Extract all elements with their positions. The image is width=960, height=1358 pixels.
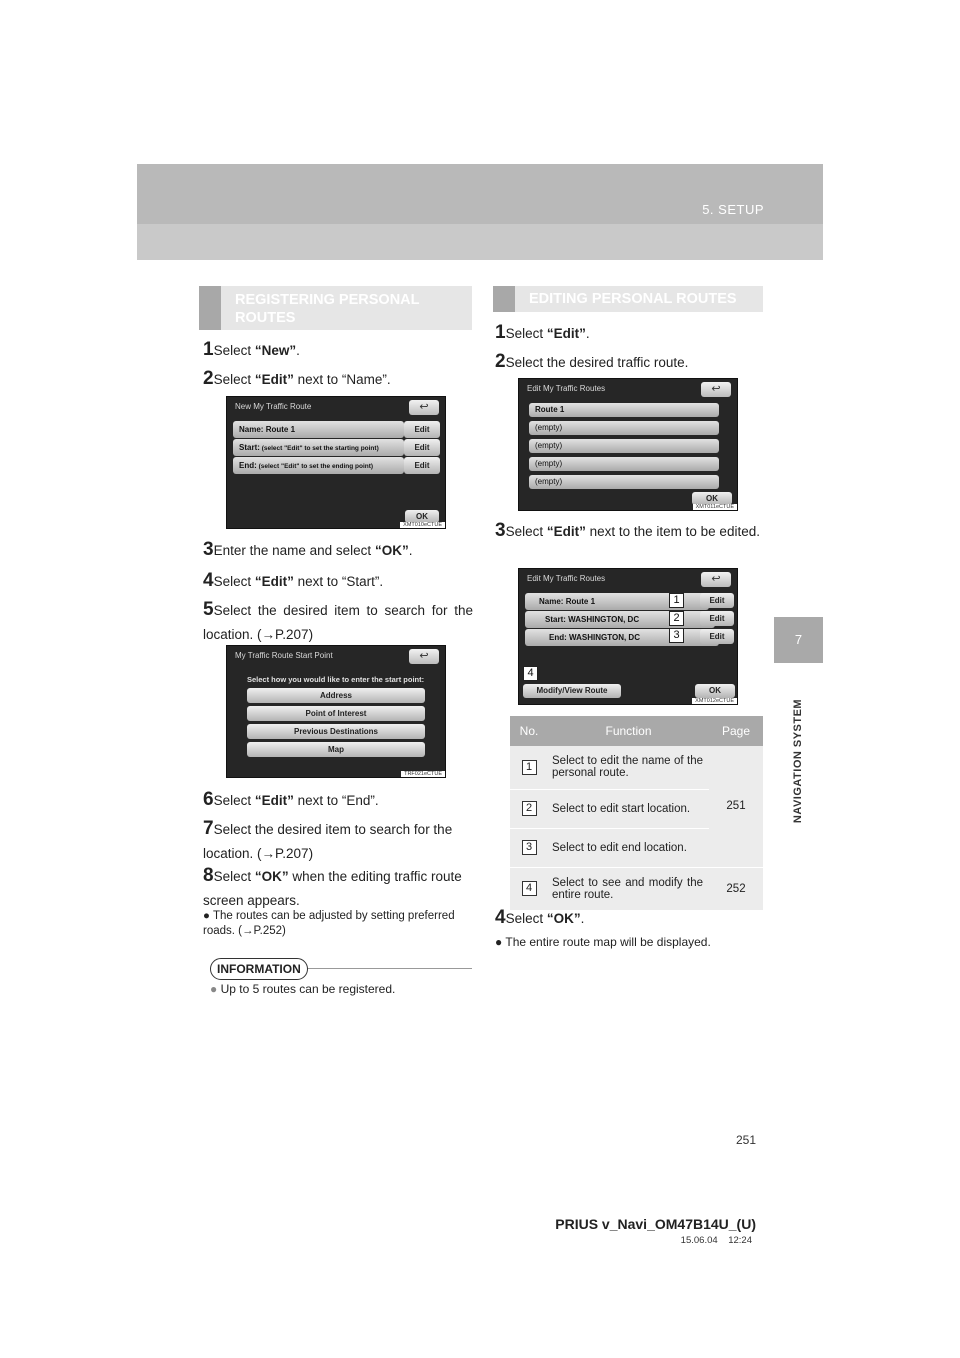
step-text-end: next to the item to be edited. [585,524,760,539]
step-text-end: . [580,911,585,926]
document-id: PRIUS v_Navi_OM47B14U_(U) [555,1216,756,1232]
screen-title: Edit My Traffic Routes [527,574,606,583]
screen-title: Edit My Traffic Routes [527,384,606,393]
section-title: 5. SETUP [702,202,764,217]
step-keyword: “Edit” [254,793,294,808]
page-number: 251 [735,1133,756,1147]
address-option: Address [247,688,425,703]
left-bullet [203,909,473,939]
step-number: 8 [203,865,214,886]
step-right-2 [495,350,765,375]
row-label: Start: [239,443,260,452]
step-number: 4 [495,907,506,928]
edit-name-button: Edit [404,421,440,438]
step-text: Select [505,911,547,926]
step-text-end: . [585,326,590,341]
image-code: XMT011eCTUE [693,504,737,510]
row-label: Start: [545,615,566,624]
callout-4: 4 [523,666,538,681]
ok-button: OK [405,510,439,523]
step-text-end: next to “Start”. [293,574,384,589]
back-arrow-icon: ↩ [409,400,439,415]
bullet-icon: ● [210,982,218,996]
start-row [233,439,404,456]
modify-view-route-button: Modify/View Route [523,684,621,698]
bullet-text: The routes can be adjusted by setting preferred roads. (→P.252) [203,910,455,937]
row-number [510,746,548,789]
edit-start-button: Edit [404,439,440,456]
step-keyword: “New” [254,343,297,358]
step-left-6 [203,788,473,813]
step-text: Select [213,793,255,808]
step-text: Select [213,574,255,589]
header-band [137,224,823,260]
row-value: Route 1 [265,425,296,434]
step-number: 2 [495,351,506,372]
row-label: End: [549,633,567,642]
row-label: Name: [539,597,564,606]
step-number: 7 [203,818,214,839]
step-left-4 [203,569,473,594]
row-function: Select to edit the name of the personal route. [548,746,709,789]
step-number: 4 [203,570,214,591]
step-text-end: . [296,343,300,358]
print-time: 12:24 [728,1235,752,1246]
name-row [233,421,404,438]
step-number: 6 [203,789,214,810]
end-row [525,629,719,646]
function-table [510,716,763,911]
step-text: Select [505,326,547,341]
step-keyword: “Edit” [254,574,294,589]
map-option: Map [247,742,425,757]
step-text: Select the desired item to search for the location. (→P.207) [203,603,473,642]
information-label: INFORMATION [210,958,308,980]
route-item: (empty) [529,421,719,435]
step-right-3 [495,519,765,544]
poi-option: Point of Interest [247,706,425,721]
step-number: 5 [203,599,214,620]
previous-destinations-option: Previous Destinations [247,724,425,739]
row-value: (select "Edit" to set the starting point) [261,445,379,452]
step-number: 2 [203,368,214,389]
row-value: WASHINGTON, DC [568,615,640,624]
end-row [233,457,404,474]
step-keyword: “OK” [254,869,289,884]
back-arrow-icon: ↩ [409,649,439,664]
start-row [525,611,715,628]
step-text: Select [213,372,255,387]
information-text [210,982,472,997]
step-keyword: “OK” [374,543,409,558]
step-left-5 [203,598,473,647]
route-item: (empty) [529,475,719,489]
step-text: Select [213,343,255,358]
section-heading-editing: EDITING PERSONAL ROUTES [493,286,763,312]
print-timestamp [681,1235,752,1246]
edit-start-button: Edit [700,611,734,626]
screenshot-start-point [226,645,446,778]
step-text-end: next to “End”. [293,793,379,808]
step-text: Select [505,524,547,539]
screenshot-new-traffic-route [226,396,446,529]
row-value: (select "Edit" to set the ending point) [258,463,374,470]
step-text: Select the desired item to search for the location. (→P.207) [203,822,453,861]
image-code: XMT012eCTUE [692,698,737,704]
step-number: 1 [203,339,214,360]
callout-1: 1 [669,593,684,608]
header-function: Function [548,716,709,746]
header-page: Page [709,716,763,746]
step-text-end: . [408,543,413,558]
bullet-icon: ● [203,910,210,922]
back-arrow-icon: ↩ [701,382,731,397]
step-right-1 [495,321,765,346]
row-function: Select to edit start location. [548,789,709,828]
table-row [510,746,763,789]
step-left-1 [203,338,473,363]
route-item: Route 1 [529,403,719,417]
step-keyword: “Edit” [254,372,294,387]
screenshot-edit-route-items [518,568,738,705]
ok-button: OK [695,684,735,698]
bullet-text: The entire route map will be displayed. [505,935,711,949]
heading-line-2: ROUTES [235,310,296,326]
step-number: 1 [495,322,506,343]
row-page: 252 [709,867,763,910]
heading-line-1: REGISTERING PERSONAL [235,292,420,308]
row-number [510,828,548,867]
row-value: WASHINGTON, DC [569,633,640,642]
chapter-title [788,676,808,846]
row-page: 251 [709,746,763,867]
image-code: TRF021eCTUE [401,771,445,777]
row-value: Route 1 [565,597,596,606]
step-text-end: next to “Name”. [293,372,391,387]
callout-2: 2 [669,611,684,626]
route-item: (empty) [529,439,719,453]
step-left-3 [203,538,473,563]
screenshot-edit-routes [518,378,738,511]
row-number [510,789,548,828]
bullet-icon: ● [495,935,503,949]
edit-name-button: Edit [700,593,734,608]
row-label: End: [239,461,257,470]
chapter-title-text: NAVIGATION SYSTEM [792,698,804,824]
edit-end-button: Edit [700,629,734,644]
step-text: Select [213,869,255,884]
step-number: 3 [203,539,214,560]
number-box: 2 [522,801,537,816]
step-left-8 [203,864,473,913]
step-keyword: “Edit” [546,524,586,539]
screen-title: My Traffic Route Start Point [235,651,333,660]
chapter-tab: 7 [774,617,823,663]
screen-prompt: Select how you would like to enter the start point: [247,675,425,684]
right-bullet [495,935,765,950]
print-date: 15.06.04 [680,1235,718,1246]
image-code: XMT010eCTUE [400,522,445,528]
section-heading-registering [199,286,472,330]
row-function: Select to edit end location. [548,828,709,867]
back-arrow-icon: ↩ [701,572,731,587]
route-item: (empty) [529,457,719,471]
screen-title: New My Traffic Route [235,402,312,411]
row-number [510,867,548,910]
number-box: 1 [522,760,537,775]
step-number: 3 [495,520,506,541]
callout-3: 3 [669,628,684,643]
step-keyword: “OK” [546,911,581,926]
header-no: No. [510,716,548,746]
table-header-row [510,716,763,746]
step-text: Select the desired traffic route. [505,355,689,370]
info-text: Up to 5 routes can be registered. [220,982,396,996]
table-row [510,867,763,910]
step-left-2 [203,367,473,392]
step-keyword: “Edit” [546,326,586,341]
number-box: 4 [522,881,537,896]
step-text: Enter the name and select [213,543,375,558]
step-right-4 [495,906,765,931]
step-left-7 [203,817,473,866]
row-function: Select to see and modify the entire route. [548,867,709,910]
number-box: 3 [522,840,537,855]
edit-end-button: Edit [404,457,440,474]
ok-button: OK [692,492,732,505]
step-text-end: when the editing traffic route screen appears. [203,869,462,908]
row-label: Name: [239,425,264,434]
